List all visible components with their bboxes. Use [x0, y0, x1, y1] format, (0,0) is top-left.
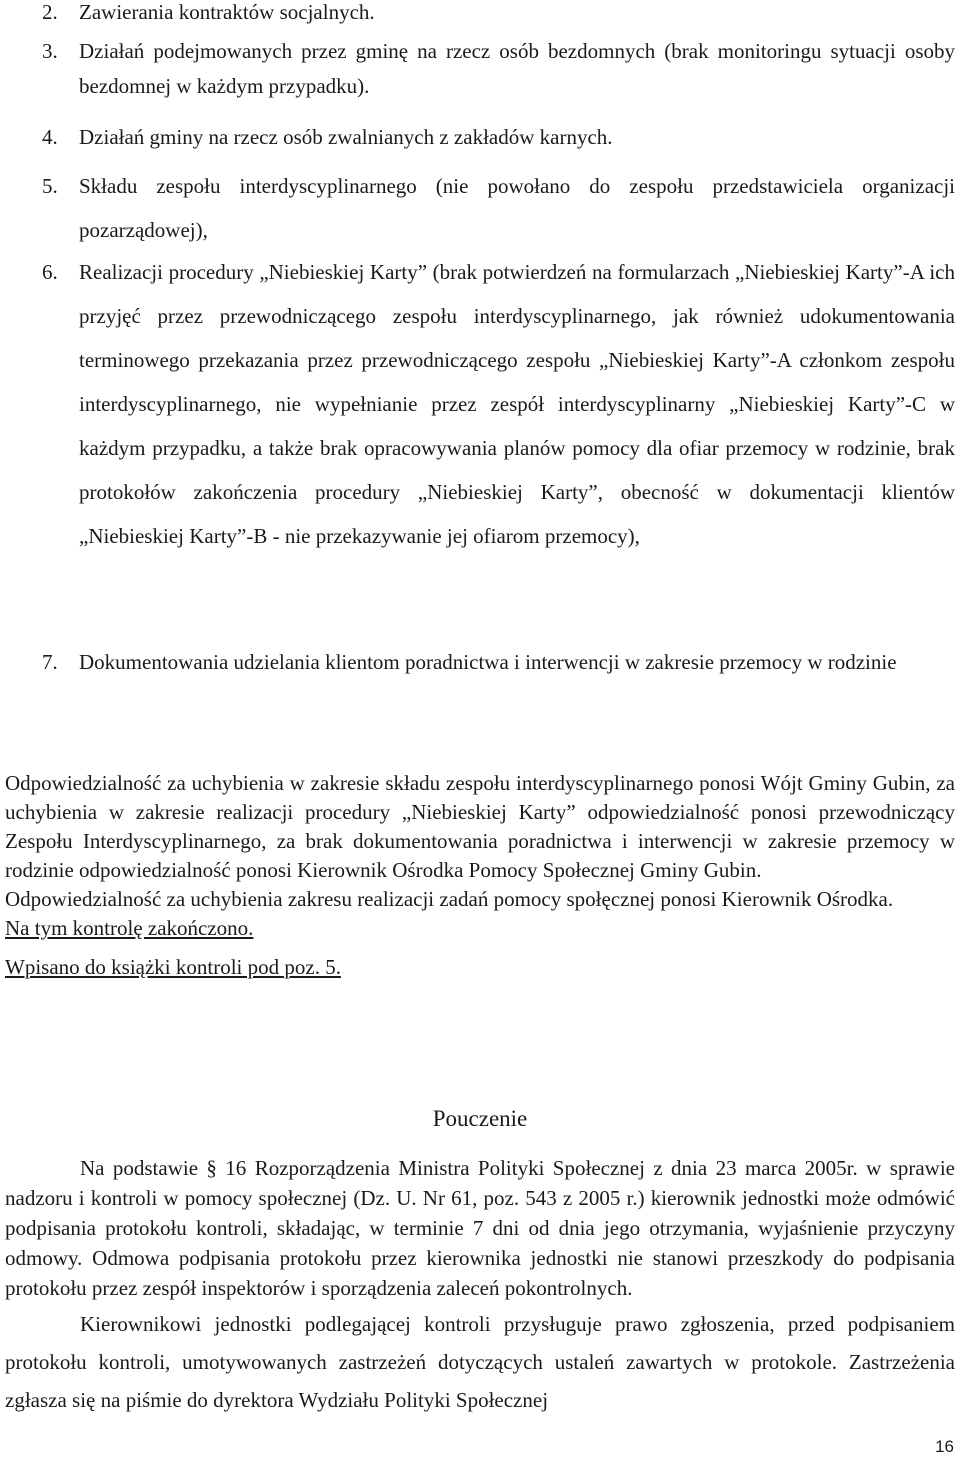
list-item-number: 4.: [42, 125, 58, 149]
list-item: [42, 164, 955, 252]
section-heading: Pouczenie: [432, 1106, 528, 1131]
list-item: [42, 34, 955, 104]
list-item-number: 3.: [42, 39, 58, 63]
responsibility-paragraph: Odpowiedzialność za uchybienia zakresu realizacji zadań pomocy społęcznej ponosi Kierownik Ośrodka.: [5, 887, 894, 911]
list-item: [42, 120, 955, 155]
list-item: [42, 250, 955, 558]
list-item-text: Realizacji procedury „Niebieskiej Karty” (brak potwierdzeń na formularzach „Niebieskiej Karty”-A ich przyjęć przez przewodniczącego zespołu interdyscyplinarnego, jak również udokumentowania terminowego przekazania przez przewodniczącego zespołu „Niebieskiej Karty”-A członkom zespołu interdyscyplinarnego, nie wypełnianie przez zespół interdyscyplinarny „Niebieskiej Karty”-C w każdym przypadku, a także brak opracowywania planów pomocy dla ofiar przemocy w rodzinie, brak protokołów zakończenia procedury „Niebieskiej Karty”, obecność w dokumentacji klientów „Niebieskiej Karty”-B - nie przekazywanie jej ofiarom przemocy),: [79, 260, 955, 548]
list-item-text: Zawierania kontraktów socjalnych.: [79, 0, 375, 24]
list-item-text: Składu zespołu interdyscyplinarnego (nie powołano do zespołu przedstawiciela organizacji pozarządowej),: [79, 174, 955, 242]
pouczenie-paragraph: Na podstawie § 16 Rozporządzenia Ministra Polityki Społecznej z dnia 23 marca 2005r. w sprawie nadzoru i kontroli w pomocy społecznej (Dz. U. Nr 61, poz. 543 z 2005 r.) kierownik jednostki może odmówić podpisania protokołu kontroli, składając, w terminie 7 dni od dnia jego otrzymania, wyjaśnienie przyczyny odmowy. Odmowa podpisania protokołu przez kierownika jednostki nie stanowi przeszkody do podpisania protokołu przez zespół inspektorów i sporządzenia zaleceń pokontrolnych.: [5, 1156, 955, 1300]
list-item-number: 5.: [42, 174, 58, 198]
list-item-text: Dokumentowania udzielania klientom poradnictwa i interwencji w zakresie przemocy w rodzinie: [79, 650, 897, 674]
closing-statement: Na tym kontrolę zakończono.: [5, 916, 254, 940]
book-entry-statement: Wpisano do książki kontroli pod poz. 5.: [5, 955, 341, 979]
list-item-number: 6.: [42, 260, 58, 284]
list-item: [42, 645, 955, 680]
page-number: 16: [935, 1437, 954, 1456]
list-item: [42, 0, 955, 30]
pouczenie-paragraph: Kierownikowi jednostki podlegającej kontroli przysługuje prawo zgłoszenia, przed podpisaniem protokołu kontroli, umotywowanych zastrzeżeń dotyczących ustaleń zawartych w protokole. Zastrzeżenia zgłasza się na piśmie do dyrektora Wydziału Polityki Społecznej: [5, 1312, 955, 1412]
pouczenie-section: [5, 1153, 955, 1419]
responsibility-section: [5, 769, 955, 982]
list-item-number: 2.: [42, 0, 58, 24]
list-item-number: 7.: [42, 650, 58, 674]
responsibility-paragraph: Odpowiedzialność za uchybienia w zakresie składu zespołu interdyscyplinarnego ponosi Wójt Gminy Gubin, za uchybienia w zakresie realizacji procedury „Niebieskiej Karty” odpowiedzialność ponosi przewodniczący Zespołu Interdyscyplinarnego, za brak dokumentowania poradnictwa i interwencji w zakresie przemocy w rodzinie odpowiedzialność ponosi Kierownik Ośrodka Pomocy Społecznej Gminy Gubin.: [5, 771, 955, 882]
list-item-text: Działań gminy na rzecz osób zwalnianych z zakładów karnych.: [79, 125, 613, 149]
list-item-text: Działań podejmowanych przez gminę na rzecz osób bezdomnych (brak monitoringu sytuacji osoby bezdomnej w każdym przypadku).: [79, 39, 955, 98]
